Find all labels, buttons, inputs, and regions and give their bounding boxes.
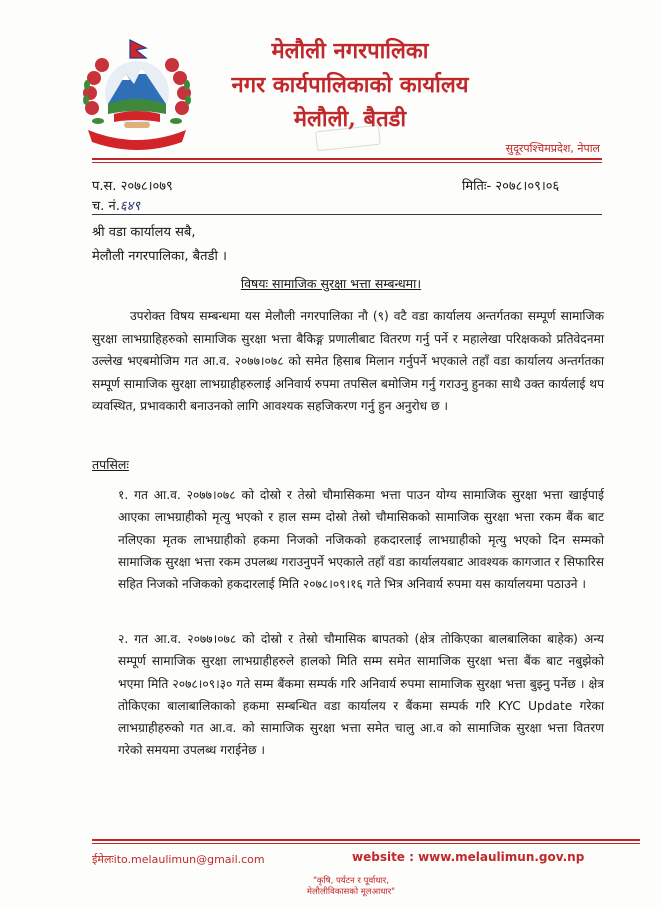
subject-line — [0, 275, 662, 292]
subject-text: विषयः सामाजिक सुरक्षा भत्ता सम्बन्धमा। — [240, 276, 422, 291]
chalani-number — [92, 196, 140, 214]
org-line-2: नगर कार्यपालिकाको कार्यालय — [231, 72, 469, 98]
organization-name — [200, 34, 500, 136]
motto-line-1: "कृषि, पर्यटन र पूर्वाधार, — [313, 876, 389, 886]
tapsil-heading: तपसिलः — [92, 457, 129, 472]
province-label: सुदूरपश्चिमप्रदेश, नेपाल — [505, 142, 600, 155]
motto-line-2: मेलौलीविकासको मूलआधार" — [306, 887, 396, 897]
footer-website: website : www.melaulimun.gov.np — [352, 850, 585, 864]
footer-email: ईमेलःito.melaulimun@gmail.com — [92, 853, 265, 866]
org-line-3: मेलौली, बैतडी — [293, 106, 407, 132]
chalani-value: ६४९ — [119, 199, 141, 214]
nepal-government-emblem — [78, 38, 196, 150]
addressee-line-2: मेलौली नगरपालिका, बैतडी । — [92, 249, 227, 264]
reference-divider — [92, 214, 602, 215]
patra-sankhya: प.स. २०७८।०७९ — [92, 179, 173, 194]
footer-motto — [0, 876, 662, 898]
footer-divider-thin — [92, 843, 640, 844]
body-paragraph: उपरोक्त विषय सम्बन्धमा यस मेलौली नगरपालिका नौ (९) वटै वडा कार्यालय अन्तर्गतका सम्पूर्ण सामाजिक सुरक्षा लाभग्राहिहरुको सामाजिक सुरक्षा भत्ता बैकिङ्ग प्रणालीबाट वितरण गर्नु पर्ने र महालेखा परिक्षकको प्रतिवेदनमा उल्लेख भएबमोजिम गत आ.व. २०७७।०७८ को समेत हिसाब मिलान गर्नुपर्ने भएकाले तहाँ वडा कार्यालय अन्तर्गतका सम्पूर्ण सामाजिक सुरक्षा लाभग्राहीहरुलाई अनिवार्य रुपमा तपसिल बमोजिम गर्नु गराउनु हुनका साथै उक्त कार्यलाई थप व्यवस्थित, प्रभावकारी बनाउनको लागि आवश्यक सहजिकरण गर्नु हुन अनुरोध छ । — [92, 309, 604, 413]
list-item: २. गत आ.व. २०७७।०७८ को दोस्रो र तेस्रो चौमासिक बापतको (क्षेत्र तोकिएका बालबालिका बाहेक) अन्य सम्पूर्ण सामाजिक सुरक्षा लाभग्राहीहरुले हालको मिति सम्म समेत सामाजिक सुरक्षा भत्ता बैंक बाट नबुझेको भएमा मिति २०७८।०९।३० गते सम्म बैंकमा सम्पर्क गरि अनिवार्य रुपमा सामाजिक सुरक्षा भत्ता बुझ्नु पर्नेछ । क्षेत्र तोकिएका बालाबालिकाको हकमा सम्बन्धित वडा कार्यालय र बैंकमा सम्पर्क गरि KYC Update गरेका लाभग्राहीहरुको गत आ.व. को सामाजिक सुरक्षा भत्ता समेत चालु आ.व को सामाजिक सुरक्षा भत्ता वितरण गरेको समयमा उपलब्ध गराईनेछ । — [118, 632, 604, 758]
org-line-1: मेलौली नगरपालिका — [271, 38, 429, 64]
footer-divider — [92, 839, 640, 841]
header-divider-thin — [92, 162, 602, 163]
addressee-line-1: श्री वडा कार्यालय सबै, — [92, 225, 196, 240]
list-item: १. गत आ.व. २०७७।०७८ को दोस्रो र तेस्रो चौमासिकमा भत्ता पाउन योग्य सामाजिक सुरक्षा भत्ता खाईपाई आएका लाभग्राहीको मृत्यु भएको र हाल सम्म दोस्रो तेस्रो चौमासिकको सामाजिक सुरक्षा भत्ता रकम बैंक बाट नलिएका मृतक लाभग्राहीको हकमा निजको नजिकको हकदारलाई लाभग्राहीको मृत्यु भएको दिन सम्मको सामाजिक सुरक्षा भत्ता रकम उपलब्ध गराउनुपर्ने भएकाले तहाँ वडा कार्यालयबाट आवश्यक कागजात र सिफारिस सहित निजको नजिकको हकदारलाई मिति २०७८।०९।१६ गते भित्र अनिवार्य रुपमा यस कार्यालयमा पठाउने । — [118, 488, 604, 592]
chalani-label: च. नं. — [92, 199, 120, 214]
header-divider — [92, 158, 602, 160]
letter-date: मितिः- २०७८।०९।०६ — [462, 179, 560, 194]
